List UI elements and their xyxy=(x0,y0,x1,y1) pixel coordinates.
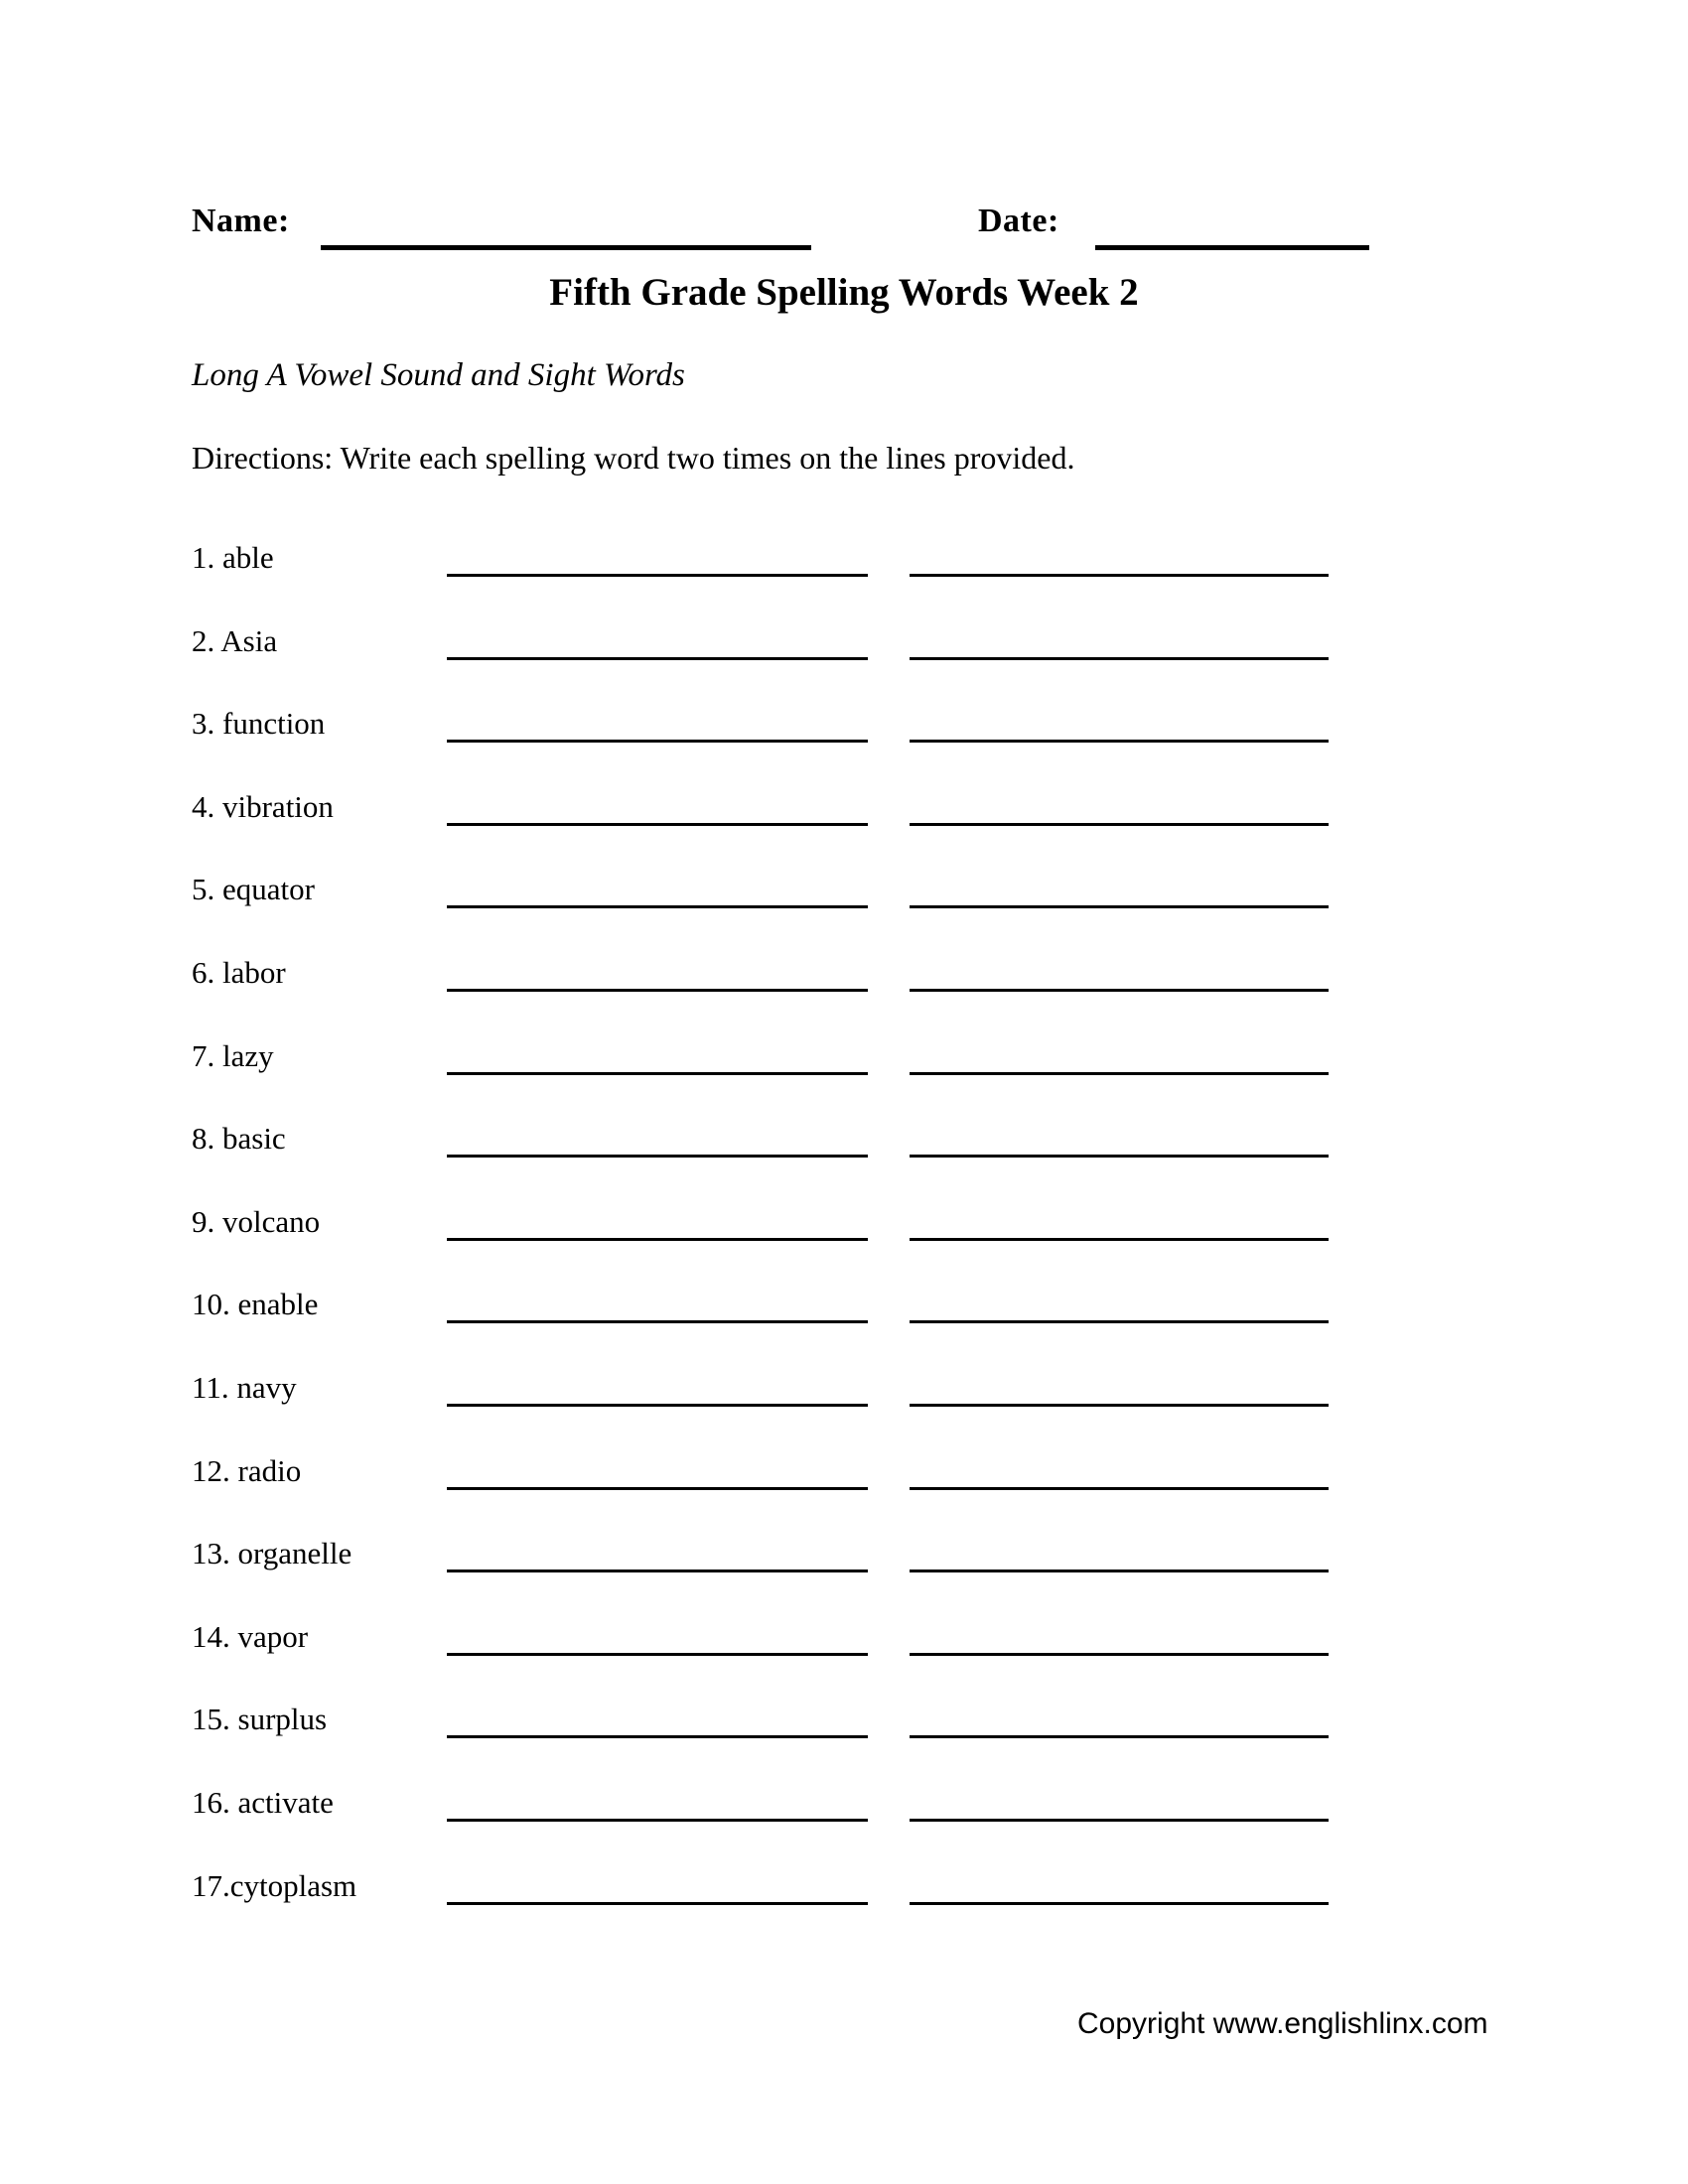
name-field-group xyxy=(192,195,827,250)
word-label: 7. lazy xyxy=(192,1037,274,1073)
date-field-group xyxy=(978,195,1375,250)
word-row xyxy=(0,1860,1688,1944)
practice-line-2 xyxy=(910,1653,1329,1656)
word-row xyxy=(0,1777,1688,1860)
practice-line-1 xyxy=(447,905,868,908)
practice-line-1 xyxy=(447,1902,868,1905)
word-label: 17.cytoplasm xyxy=(192,1867,357,1903)
practice-line-1 xyxy=(447,657,868,660)
practice-line-1 xyxy=(447,1404,868,1407)
practice-line-2 xyxy=(910,1487,1329,1490)
page-title: Fifth Grade Spelling Words Week 2 xyxy=(549,271,1139,314)
practice-line-2 xyxy=(910,1819,1329,1822)
practice-line-2 xyxy=(910,657,1329,660)
word-row xyxy=(0,1196,1688,1280)
word-label: 16. activate xyxy=(192,1784,334,1820)
word-row xyxy=(0,1694,1688,1777)
word-label: 12. radio xyxy=(192,1452,302,1488)
word-row xyxy=(0,1030,1688,1114)
word-label: 14. vapor xyxy=(192,1618,309,1654)
practice-line-2 xyxy=(910,1155,1329,1158)
word-row xyxy=(0,1279,1688,1362)
practice-line-2 xyxy=(910,574,1329,577)
practice-line-1 xyxy=(447,1819,868,1822)
word-row xyxy=(0,1528,1688,1611)
practice-line-2 xyxy=(910,823,1329,826)
practice-line-1 xyxy=(447,1155,868,1158)
practice-line-2 xyxy=(910,1238,1329,1241)
practice-line-1 xyxy=(447,574,868,577)
word-row xyxy=(0,1611,1688,1695)
practice-line-2 xyxy=(910,1320,1329,1323)
practice-line-1 xyxy=(447,1735,868,1738)
practice-line-2 xyxy=(910,740,1329,743)
word-label: 11. navy xyxy=(192,1369,297,1405)
practice-line-1 xyxy=(447,989,868,992)
word-label: 1. able xyxy=(192,540,274,575)
word-label: 4. vibration xyxy=(192,788,334,824)
practice-line-2 xyxy=(910,905,1329,908)
word-label: 5. equator xyxy=(192,872,315,907)
word-label: 6. labor xyxy=(192,954,286,990)
directions-text: Directions: Write each spelling word two times on the lines provided. xyxy=(192,440,1075,476)
word-row xyxy=(0,698,1688,781)
practice-line-1 xyxy=(447,1072,868,1075)
word-row xyxy=(0,1362,1688,1445)
practice-line-1 xyxy=(447,1238,868,1241)
word-label: 13. organelle xyxy=(192,1536,352,1571)
practice-line-1 xyxy=(447,1320,868,1323)
date-label: Date: xyxy=(978,203,1059,239)
practice-line-2 xyxy=(910,989,1329,992)
practice-line-1 xyxy=(447,740,868,743)
word-row xyxy=(0,864,1688,947)
practice-line-1 xyxy=(447,823,868,826)
practice-line-1 xyxy=(447,1570,868,1572)
word-row xyxy=(0,1113,1688,1196)
practice-line-2 xyxy=(910,1570,1329,1572)
word-label: 2. Asia xyxy=(192,622,278,658)
word-row xyxy=(0,1445,1688,1529)
name-label: Name: xyxy=(192,203,290,239)
practice-line-2 xyxy=(910,1735,1329,1738)
date-blank-line xyxy=(1095,245,1369,250)
word-label: 8. basic xyxy=(192,1121,286,1157)
word-row xyxy=(0,532,1688,615)
word-label: 15. surplus xyxy=(192,1702,328,1737)
practice-line-1 xyxy=(447,1487,868,1490)
spelling-word-list xyxy=(0,532,1688,1943)
practice-line-1 xyxy=(447,1653,868,1656)
word-row xyxy=(0,781,1688,865)
word-label: 10. enable xyxy=(192,1287,319,1322)
practice-line-2 xyxy=(910,1404,1329,1407)
copyright-text: Copyright www.englishlinx.com xyxy=(1077,2007,1488,2040)
practice-line-2 xyxy=(910,1902,1329,1905)
name-blank-line xyxy=(321,245,811,250)
word-row xyxy=(0,615,1688,699)
word-row xyxy=(0,947,1688,1030)
lesson-subtitle: Long A Vowel Sound and Sight Words xyxy=(192,357,685,393)
practice-line-2 xyxy=(910,1072,1329,1075)
word-label: 3. function xyxy=(192,706,326,742)
word-label: 9. volcano xyxy=(192,1203,321,1239)
